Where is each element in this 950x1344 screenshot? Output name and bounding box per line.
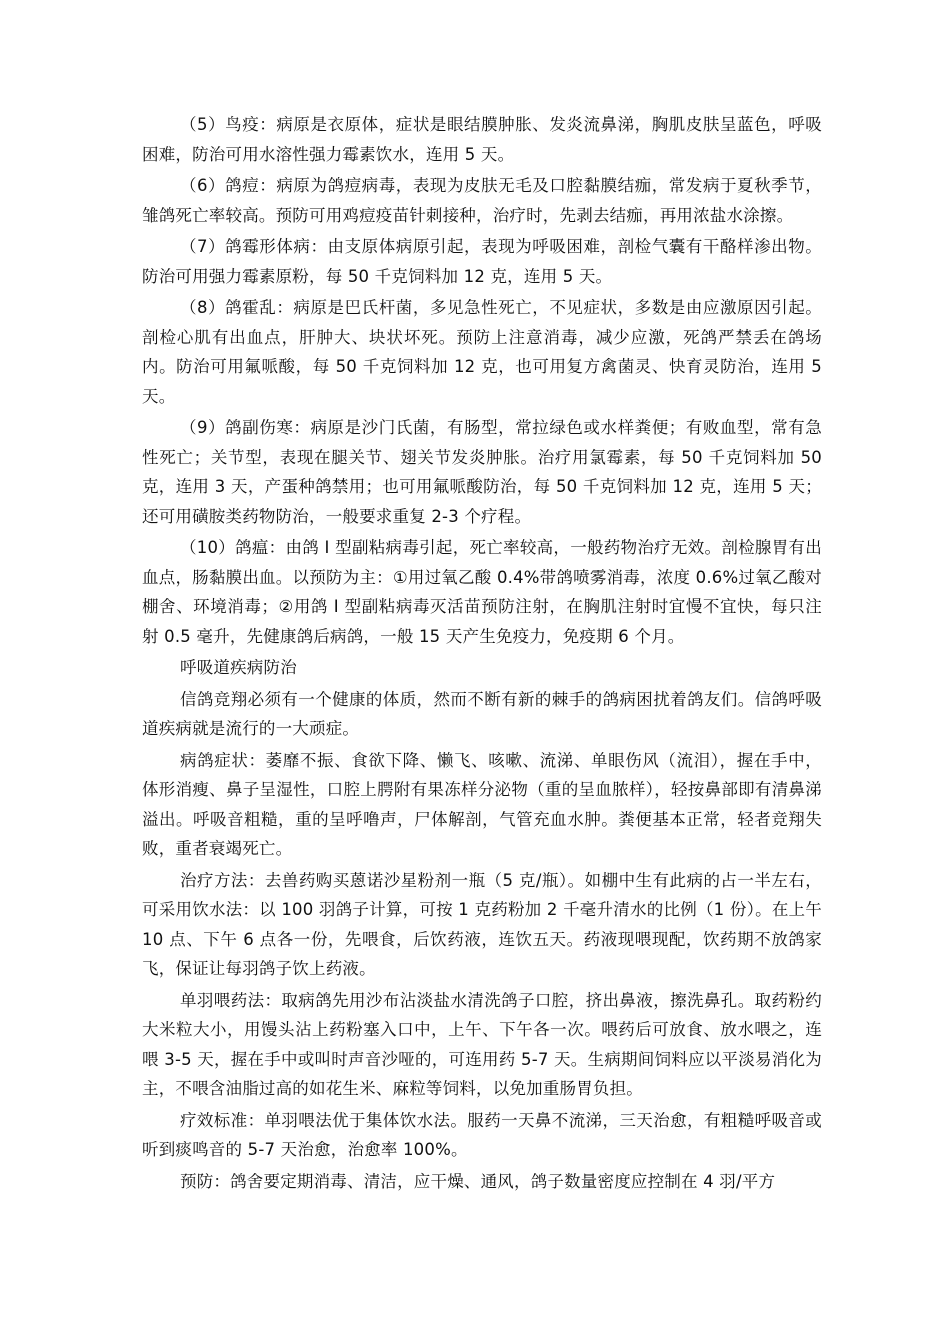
paragraph-prevention: 预防：鸽舍要定期消毒、清洁，应干燥、通风，鸽子数量密度应控制在 4 羽/平方 <box>180 1171 776 1191</box>
paragraph-symptoms: 病鸽症状：萎靡不振、食欲下降、懒飞、咳嗽、流涕、单眼伤风（流泪），握在手中，体形消瘦、鼻子呈湿性，口腔上腭附有果冻样分泌物（重的呈血脓样），轻按鼻部即有清鼻涕溢出。呼吸音粗糙，重的呈呼噜声，尸体解剖，气管充血水肿。粪便基本正常，轻者竞翔失败，重者衰竭死亡。 <box>142 750 822 858</box>
paragraph-pigeon-plague: （10）鸽瘟：由鸽 I 型副粘病毒引起，死亡率较高，一般药物治疗无效。剖检腺胃有出血点，肠黏膜出血。以预防为主：①用过氧乙酸 0.4%带鸽喷雾消毒，浓度 0.6%过氧乙酸对棚舍、环境消毒；②用鸽 I 型副粘病毒灭活苗预防注射，在胸肌注射时宜慢不宜快，每只注射 0.5 毫升，先健康鸽后病鸽，一般 15 天产生免疫力，免疫期 6 个月。 <box>142 538 822 646</box>
document-page <box>142 110 822 1198</box>
paragraph-pigeon-cholera: （8）鸽霍乱：病原是巴氏杆菌，多见急性死亡，不见症状，多数是由应激原因引起。剖检心肌有出血点，肝肿大、块状坏死。预防上注意消毒，减少应激，死鸽严禁丢在鸽场内。防治可用氟哌酸，每 50 千克饲料加 12 克，也可用复方禽菌灵、快育灵防治，连用 5 天。 <box>142 298 822 406</box>
paragraph-paratyphoid: （9）鸽副伤寒：病原是沙门氏菌，有肠型，常拉绿色或水样粪便；有败血型，常有急性死亡；关节型，表现在腿关节、翅关节发炎肿胀。治疗用氯霉素，每 50 千克饲料加 50 克，连用 3 天，产蛋种鸽禁用；也可用氟哌酸防治，每 50 千克饲料加 12 克，连用 5 天；还可用磺胺类药物防治，一般要求重复 2-3 个疗程。 <box>142 418 822 526</box>
paragraph-mycoplasma: （7）鸽霉形体病：由支原体病原引起，表现为呼吸困难，剖检气囊有干酪样渗出物。防治可用强力霉素原粉，每 50 千克饲料加 12 克，连用 5 天。 <box>142 237 822 286</box>
paragraph-efficacy: 疗效标准：单羽喂法优于集体饮水法。服药一天鼻不流涕，三天治愈，有粗糙呼吸音或听到痰鸣音的 5-7 天治愈，治愈率 100%。 <box>142 1110 822 1159</box>
paragraph-treatment: 治疗方法：去兽药购买蒽诺沙星粉剂一瓶（5 克/瓶）。如棚中生有此病的占一半左右，可采用饮水法：以 100 羽鸽子计算，可按 1 克药粉加 2 千毫升清水的比例（1 份）。在上午 10 点、下午 6 点各一份，先喂食，后饮药液，连饮五天。药液现喂现配，饮药期不放鸽家飞，保证让每羽鸽子饮上药液。 <box>142 870 822 978</box>
paragraph-bird-plague: （5）鸟疫：病原是衣原体，症状是眼结膜肿胀、发炎流鼻涕，胸肌皮肤呈蓝色，呼吸困难，防治可用水溶性强力霉素饮水，连用 5 天。 <box>142 115 822 164</box>
paragraph-intro: 信鸽竞翔必须有一个健康的体质，然而不断有新的棘手的鸽病困扰着鸽友们。信鸽呼吸道疾病就是流行的一大顽症。 <box>142 689 822 738</box>
paragraph-single-feeding: 单羽喂药法：取病鸽先用沙布沾淡盐水清洗鸽子口腔，挤出鼻液，擦洗鼻孔。取药粉约大米粒大小，用馒头沾上药粉塞入口中，上午、下午各一次。喂药后可放食、放水喂之，连喂 3-5 天，握在手中或叫时声音沙哑的，可连用药 5-7 天。生病期间饲料应以平淡易消化为主，不喂含油脂过高的如花生米、麻粒等饲料，以免加重肠胃负担。 <box>142 990 822 1098</box>
paragraph-pigeon-pox: （6）鸽痘：病原为鸽痘病毒，表现为皮肤无毛及口腔黏膜结痂，常发病于夏秋季节，雏鸽死亡率较高。预防可用鸡痘疫苗针刺接种，治疗时，先剥去结痂，再用浓盐水涂擦。 <box>142 176 822 225</box>
section-heading: 呼吸道疾病防治 <box>180 658 297 677</box>
